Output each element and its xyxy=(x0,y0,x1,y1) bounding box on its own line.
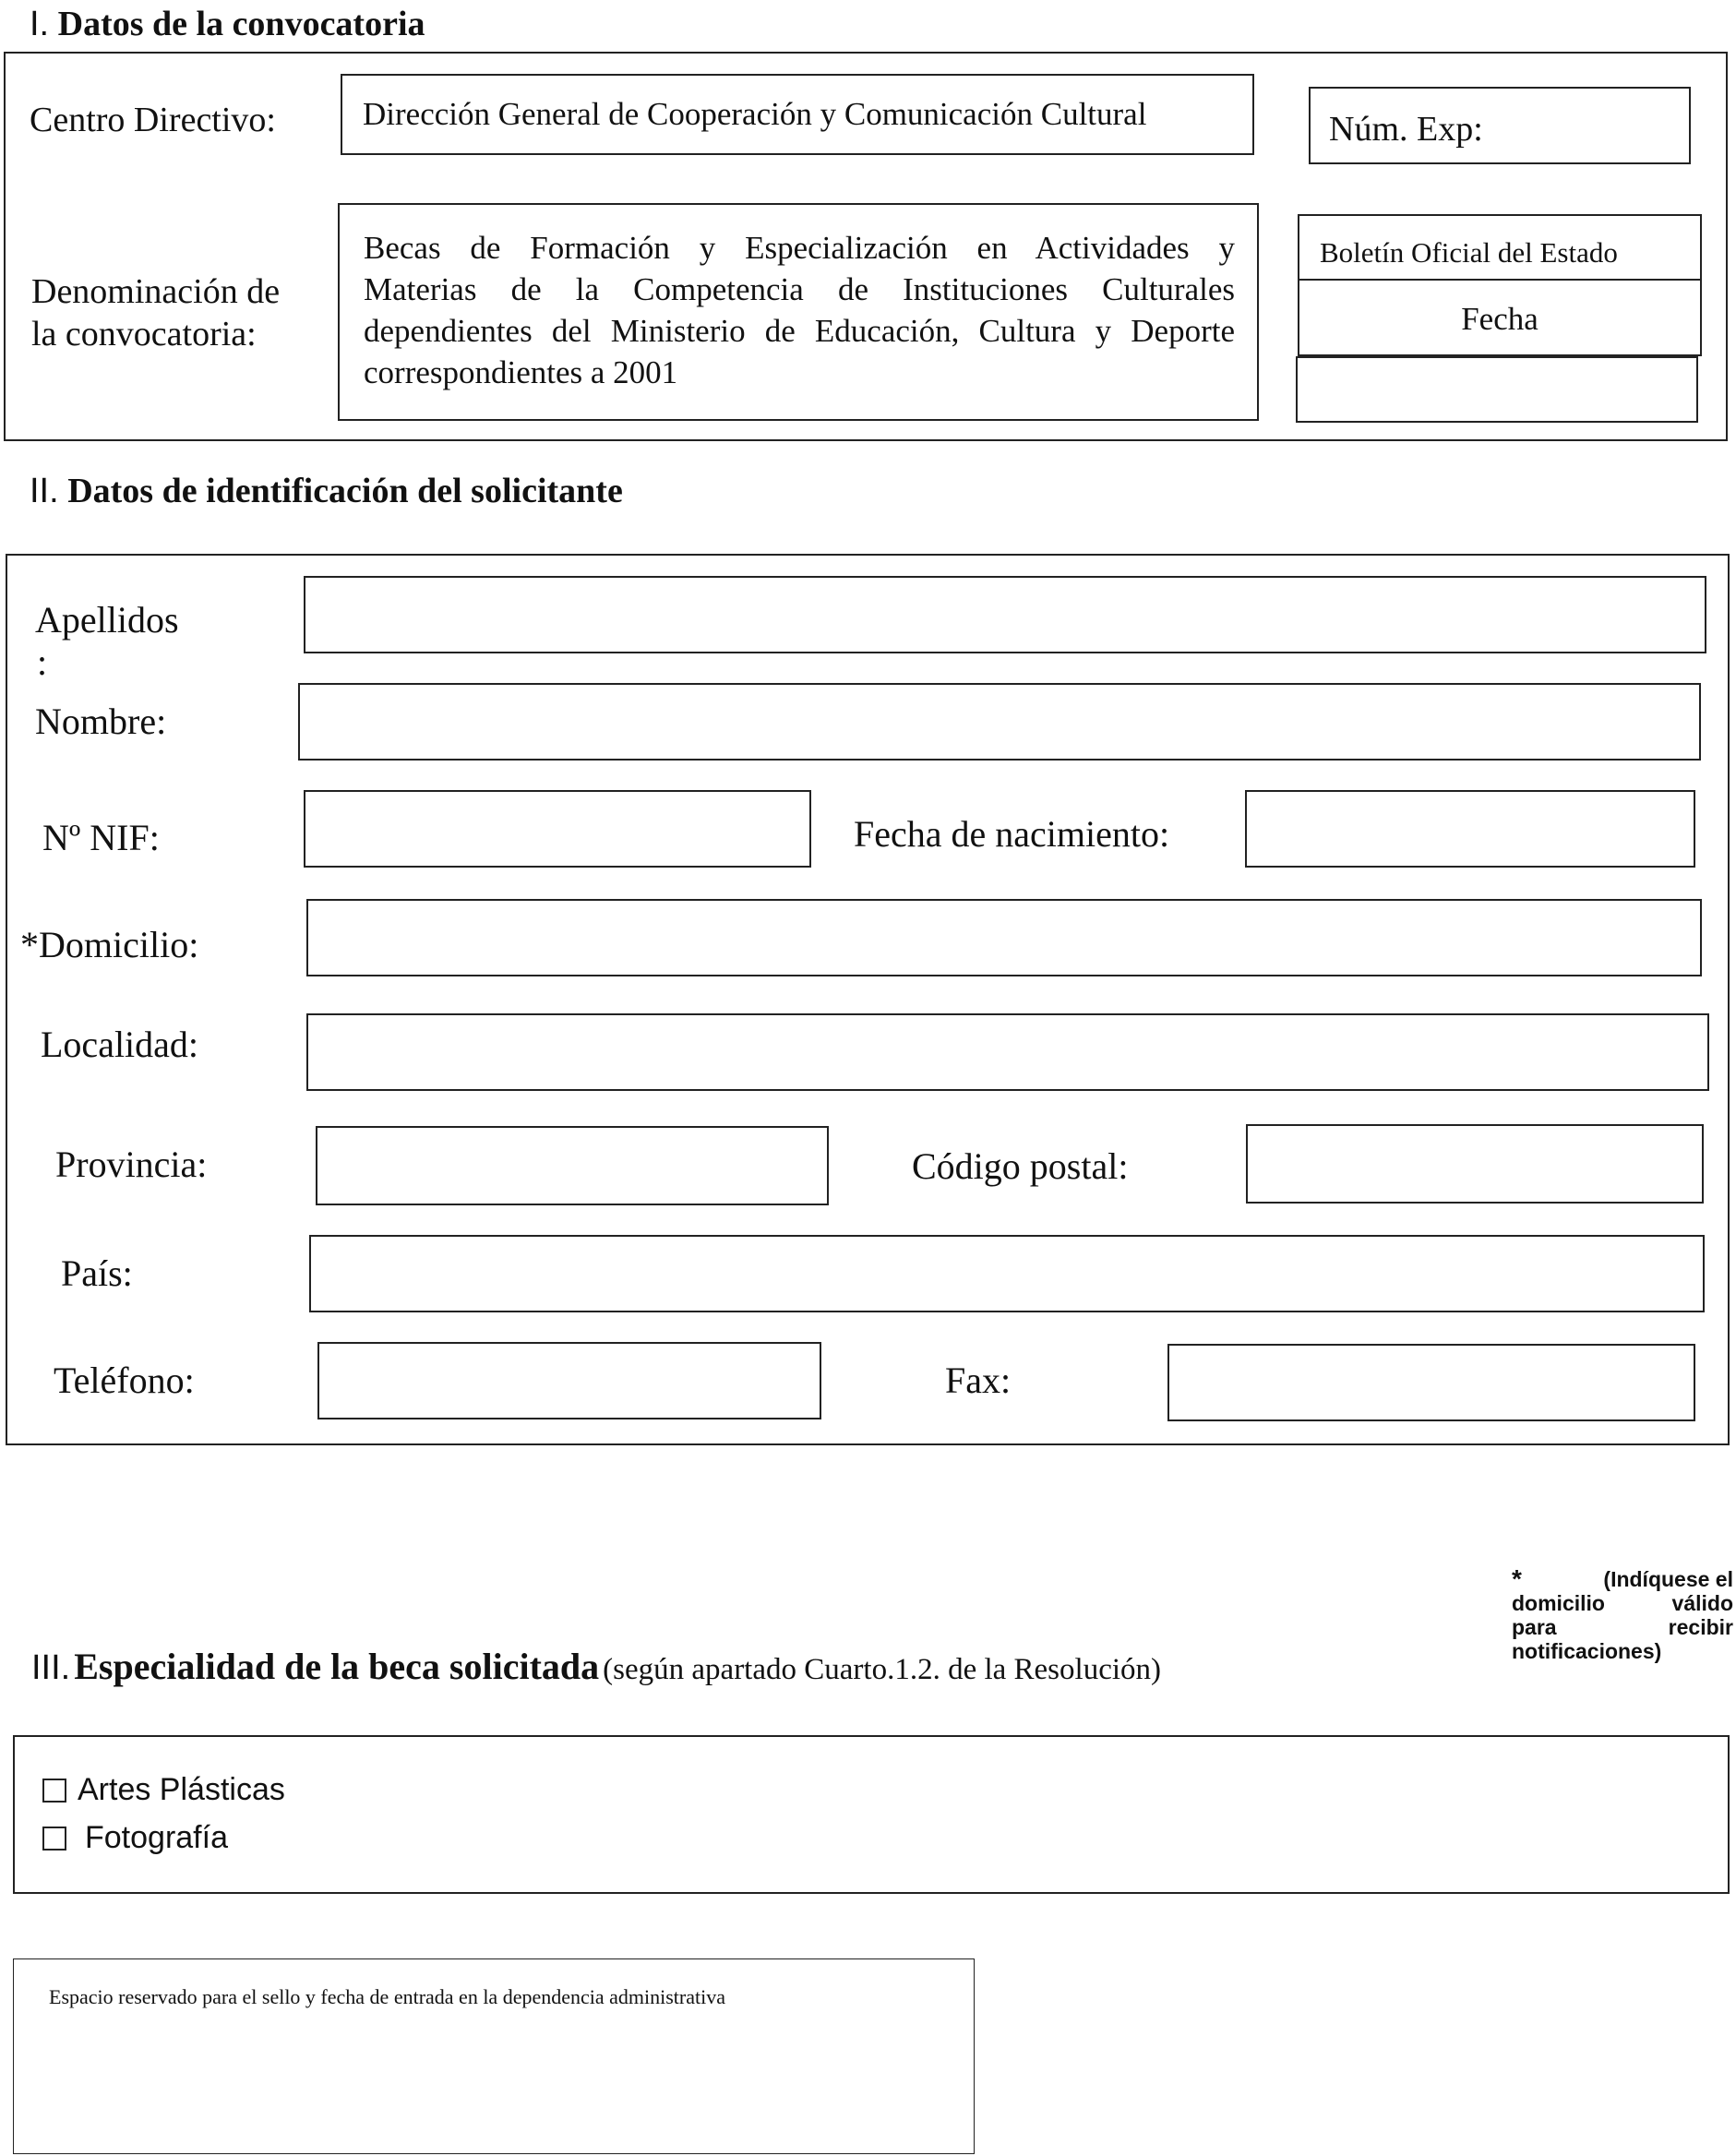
centro-directivo-label: Centro Directivo: xyxy=(30,101,276,139)
codigo-postal-label: Código postal: xyxy=(912,1145,1129,1187)
codigo-postal-input[interactable] xyxy=(1246,1124,1704,1204)
nif-input[interactable] xyxy=(304,790,811,868)
fecha-nacimiento-input[interactable] xyxy=(1245,790,1695,868)
section-1-title: Datos de la convocatoria xyxy=(57,5,425,43)
apellidos-colon: : xyxy=(37,641,48,683)
note-text: notificaciones) xyxy=(1512,1639,1662,1663)
denominacion-label-line2: la convocatoria: xyxy=(31,315,257,353)
localidad-label: Localidad: xyxy=(41,1024,199,1065)
denominacion-label-line1: Denominación de xyxy=(31,272,281,311)
option-fotografia[interactable] xyxy=(42,1820,228,1856)
section-3-frame xyxy=(13,1735,1730,1894)
section-2-number: II. xyxy=(30,472,59,510)
domicilio-note xyxy=(1512,1564,1733,1663)
fax-input[interactable] xyxy=(1167,1344,1695,1421)
nombre-label: Nombre: xyxy=(35,701,167,742)
section-1-heading xyxy=(30,4,425,44)
section-3-subtitle: (según apartado Cuarto.1.2. de la Resolución) xyxy=(603,1653,1161,1686)
centro-directivo-value: Dirección General de Cooperación y Comunicación Cultural xyxy=(363,96,1147,132)
provincia-input[interactable] xyxy=(316,1126,829,1205)
fecha-box xyxy=(1298,279,1702,356)
checkbox-fotografia[interactable] xyxy=(42,1827,66,1851)
centro-directivo-value-box xyxy=(341,74,1254,155)
note-star: * xyxy=(1512,1564,1522,1593)
pais-label: País: xyxy=(61,1252,133,1294)
telefono-input[interactable] xyxy=(317,1342,821,1419)
boletin-label: Boletín Oficial del Estado xyxy=(1320,236,1618,269)
checkbox-artes-plasticas[interactable] xyxy=(42,1779,66,1803)
domicilio-input[interactable] xyxy=(306,899,1702,976)
fecha-value-field[interactable] xyxy=(1296,356,1698,423)
section-1-number: I. xyxy=(30,5,50,43)
section-3-title: Especialidad de la beca solicitada xyxy=(74,1646,600,1687)
section-3-heading xyxy=(31,1645,1161,1688)
stamp-box xyxy=(13,1958,975,2154)
stamp-label: Espacio reservado para el sello y fecha de entrada en la dependencia administrativa xyxy=(49,1985,725,2008)
note-text: domicilio válido xyxy=(1512,1591,1733,1615)
denominacion-line: Materias de la Competencia de Instituciones Culturales xyxy=(364,271,1235,307)
denominacion-value-box xyxy=(338,203,1259,421)
fecha-label: Fecha xyxy=(1461,301,1538,337)
apellidos-label: Apellidos xyxy=(35,599,179,641)
option-label: Artes Plásticas xyxy=(78,1772,285,1807)
section-2-heading xyxy=(30,471,623,511)
provincia-label: Provincia: xyxy=(55,1144,208,1185)
fax-label: Fax: xyxy=(945,1359,1012,1401)
section-2-title: Datos de identificación del solicitante xyxy=(67,472,623,510)
note-text: (Indíquese el xyxy=(1603,1567,1733,1591)
boletin-box xyxy=(1298,214,1702,281)
nombre-input[interactable] xyxy=(298,683,1701,761)
num-exp-box[interactable] xyxy=(1309,87,1691,164)
pais-input[interactable] xyxy=(309,1235,1705,1312)
fecha-nacimiento-label: Fecha de nacimiento: xyxy=(854,813,1170,855)
telefono-label: Teléfono: xyxy=(54,1359,195,1401)
num-exp-label: Núm. Exp: xyxy=(1329,110,1483,149)
denominacion-line: Becas de Formación y Especialización en Actividades y xyxy=(364,230,1235,266)
option-label: Fotografía xyxy=(85,1820,228,1855)
domicilio-label: *Domicilio: xyxy=(20,924,199,965)
denominacion-text xyxy=(364,227,1235,393)
denominacion-line: correspondientes a 2001 xyxy=(364,354,678,390)
section-3-number: III. xyxy=(31,1648,71,1687)
localidad-input[interactable] xyxy=(306,1013,1709,1091)
note-line-1 xyxy=(1512,1564,1733,1593)
denominacion-line: dependientes del Ministerio de Educación, Cultura y Deporte xyxy=(364,313,1235,349)
nif-label: Nº NIF: xyxy=(42,817,160,858)
option-artes-plasticas[interactable] xyxy=(42,1772,285,1808)
apellidos-input[interactable] xyxy=(304,576,1706,653)
note-text: para recibir xyxy=(1512,1615,1733,1639)
